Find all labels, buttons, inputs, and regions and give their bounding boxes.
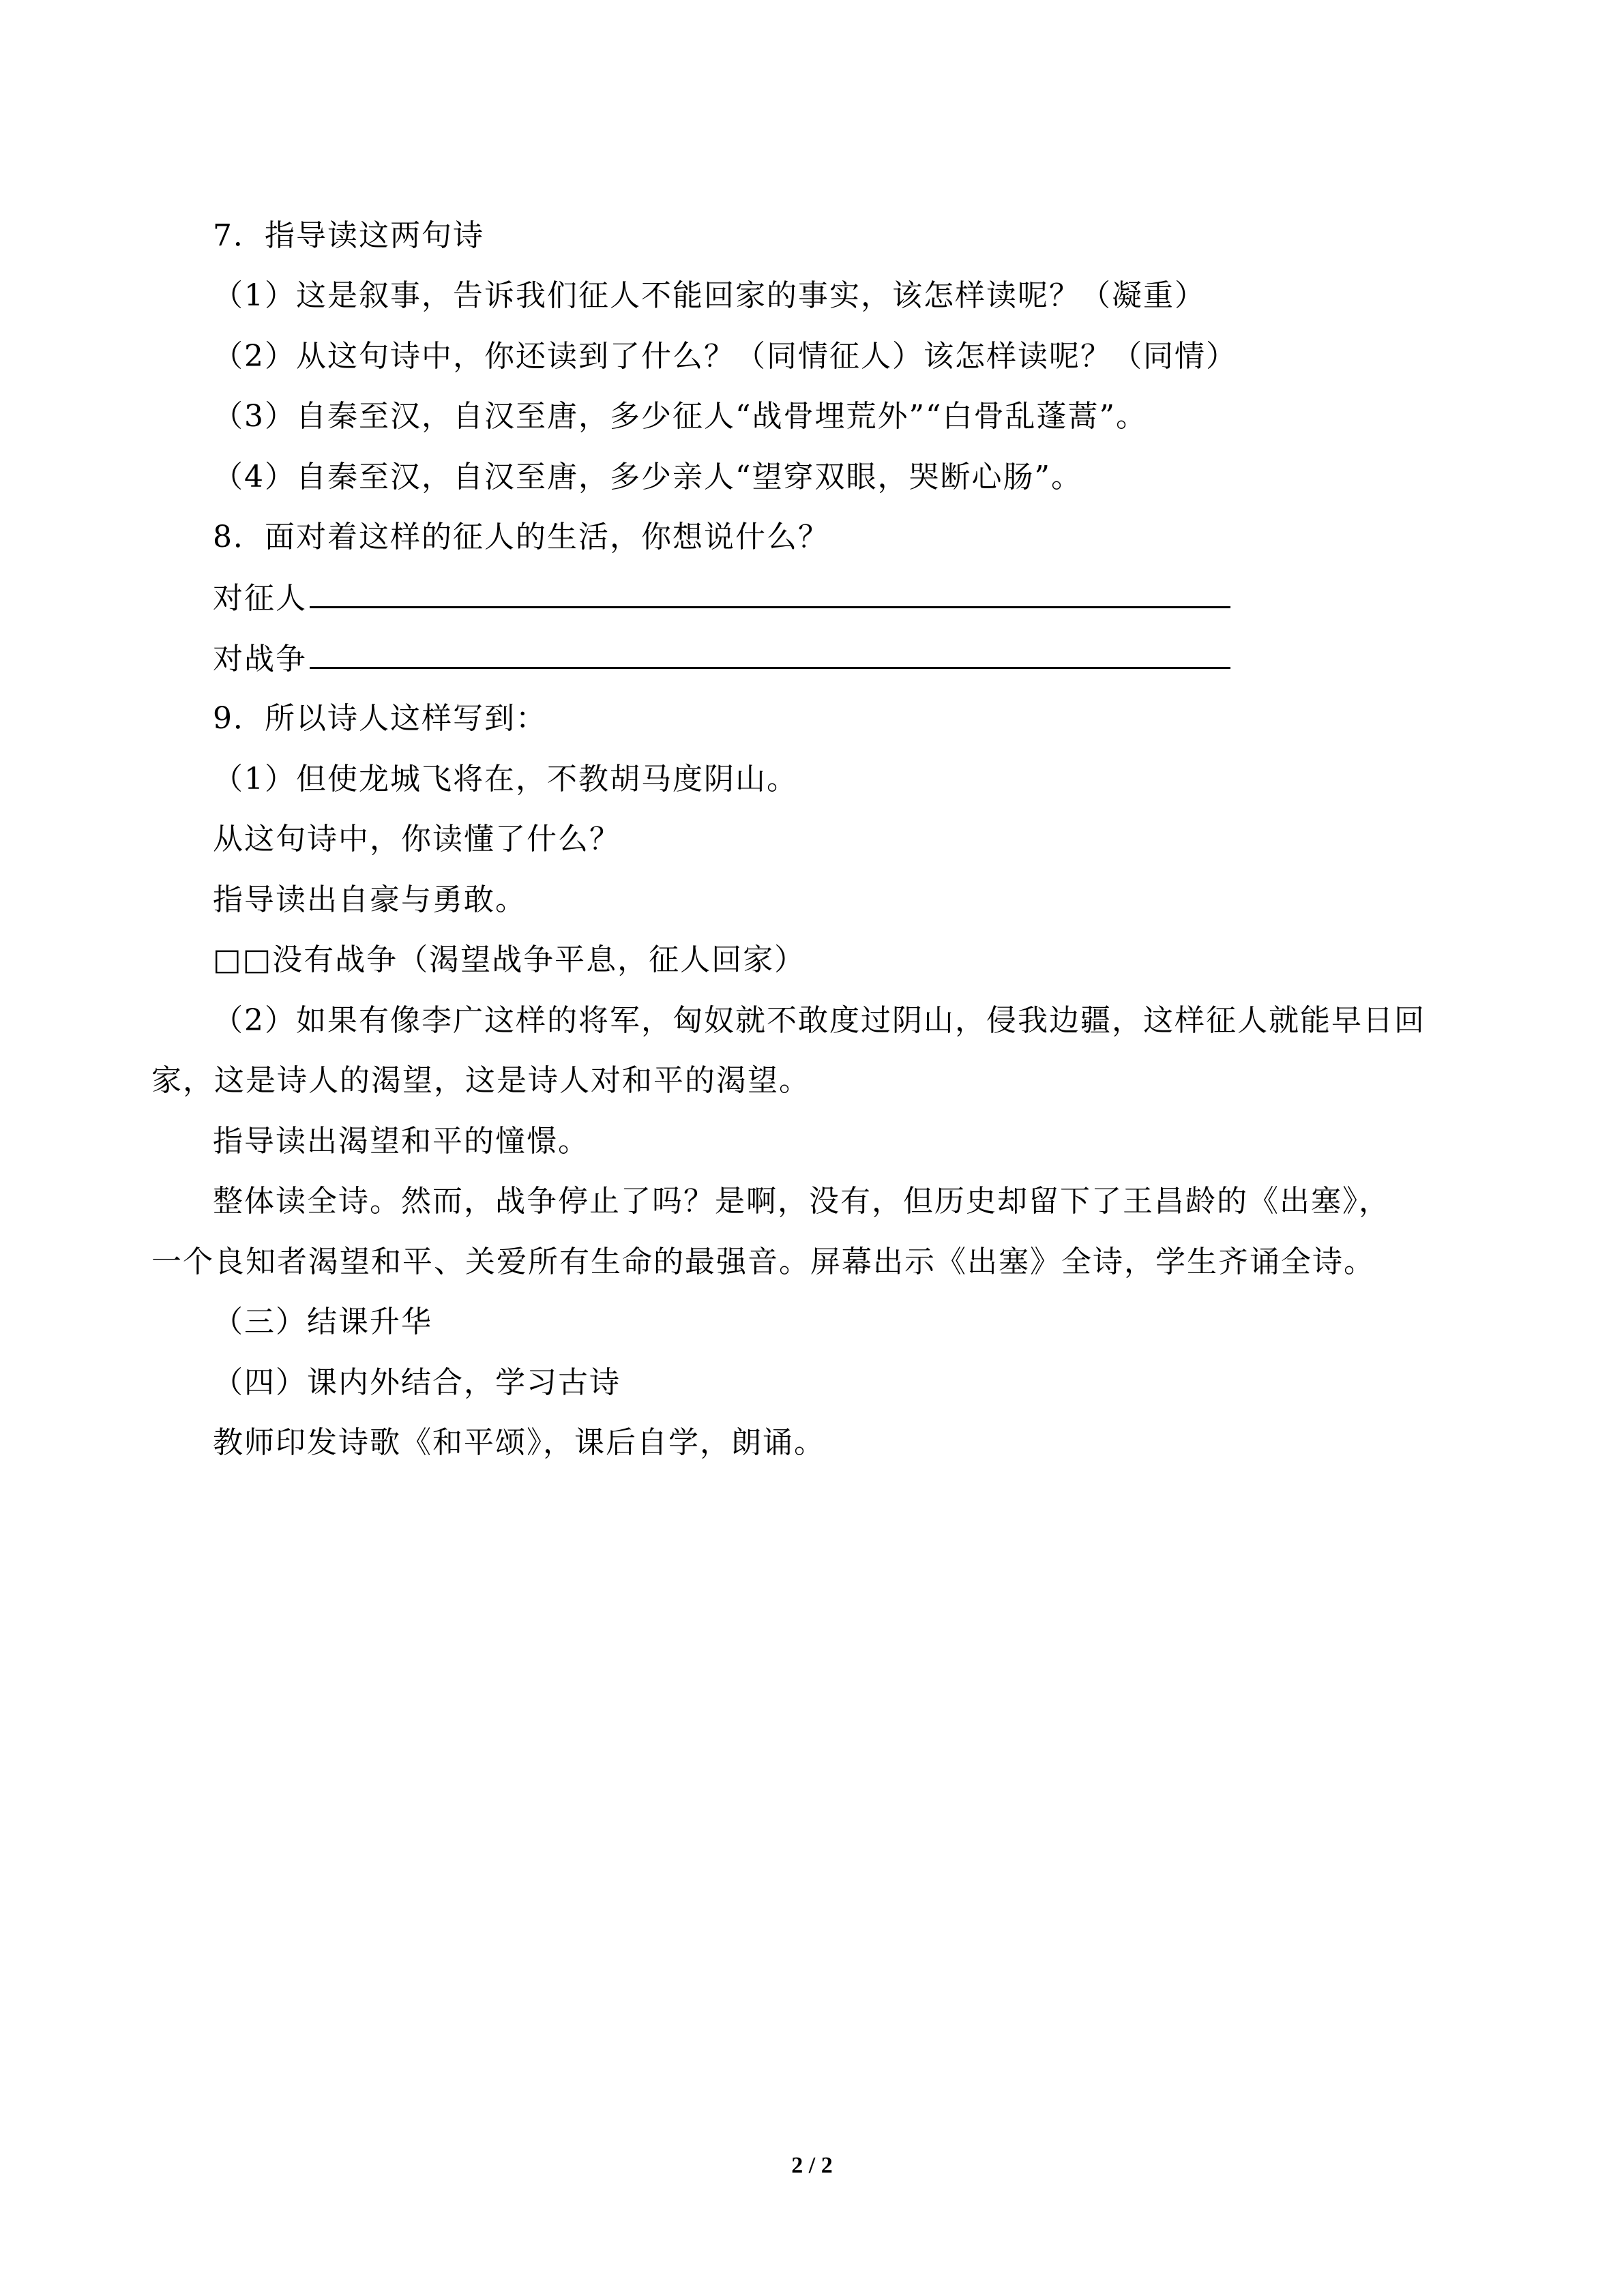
poem-line-quote: （1）但使龙城飞将在，不教胡马度阴山。 xyxy=(213,762,798,796)
no-war-line: □□没有战争（渴望战争平息，征人回家） xyxy=(213,942,806,977)
paragraph-line: 一个良知者渴望和平、关爱所有生命的最强音。屏幕出示《出塞》全诗，学生齐诵全诗。 xyxy=(151,1244,1375,1279)
fill-in-label: 对战争 xyxy=(213,642,307,676)
reading-guide-line: 指导读出渴望和平的憧憬。 xyxy=(213,1124,589,1159)
reading-guide-line: 指导读出自豪与勇敢。 xyxy=(213,882,527,917)
fill-in-label: 对征人 xyxy=(213,581,307,616)
step-9-heading: 9．所以诗人这样写到： xyxy=(213,701,547,736)
paragraph-line: （2）如果有像李广这样的将军，匈奴就不敢度过阴山，侵我边疆，这样征人就能早日回 xyxy=(213,1003,1426,1038)
paragraph-line: 家，这是诗人的渴望，这是诗人对和平的渴望。 xyxy=(151,1063,810,1098)
step-8-heading: 8．面对着这样的征人的生活，你想说什么？ xyxy=(213,520,829,554)
section-heading: （三）结课升华 xyxy=(213,1304,432,1339)
page-number: 2 / 2 xyxy=(791,2153,833,2178)
answer-blank[interactable] xyxy=(310,640,1230,669)
section-heading: （四）课内外结合，学习古诗 xyxy=(213,1365,621,1400)
answer-blank[interactable] xyxy=(310,579,1230,608)
step-7-heading: 7．指导读这两句诗 xyxy=(213,218,484,253)
step-7-item-4: （4）自秦至汉，自汉至唐，多少亲人“望穿双眼，哭断心肠”。 xyxy=(213,460,1082,494)
step-7-item-3: （3）自秦至汉，自汉至唐，多少征人“战骨埋荒外”“白骨乱蓬蒿”。 xyxy=(213,399,1147,434)
paragraph-line: 整体读全诗。然而，战争停止了吗？是啊，没有，但历史却留下了王昌龄的《出塞》， xyxy=(213,1184,1390,1219)
step-7-item-1: （1）这是叙事，告诉我们征人不能回家的事实，该怎样读呢？（凝重） xyxy=(213,278,1206,313)
fill-in-line-soldiers xyxy=(213,579,1230,618)
question-line: 从这句诗中，你读懂了什么？ xyxy=(213,822,621,856)
step-7-item-2: （2）从这句诗中，你还读到了什么？（同情征人）该怎样读呢？（同情） xyxy=(213,339,1237,374)
paragraph-line: 教师印发诗歌《和平颂》，课后自学，朗诵。 xyxy=(213,1425,825,1460)
fill-in-line-war xyxy=(213,640,1230,679)
